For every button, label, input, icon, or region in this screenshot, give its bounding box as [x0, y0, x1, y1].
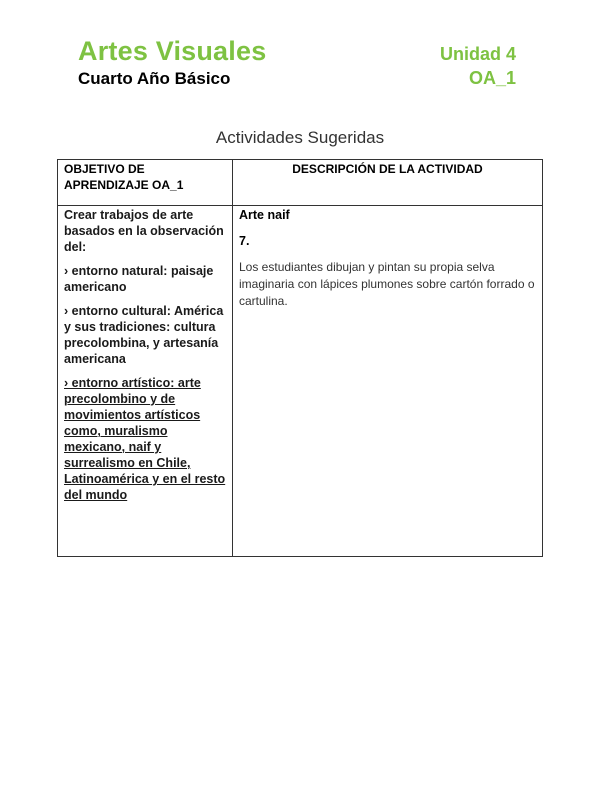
- document-header: [78, 36, 516, 89]
- objective-item-natural: › entorno natural: paisaje americano: [64, 264, 214, 294]
- section-title: Actividades Sugeridas: [215, 128, 385, 147]
- activities-table: [57, 159, 543, 557]
- objective-item-artistic: › entorno artístico: arte precolombino y de movimientos artísticos como, muralismo mexicano, naif y surrealismo en Chile, Latinoamérica y en el resto del mundo: [64, 376, 226, 502]
- table-row: [58, 206, 543, 557]
- activity-number: 7.: [239, 234, 250, 248]
- objective-cell: [58, 206, 233, 557]
- description-column-header: DESCRIPCIÓN DE LA ACTIVIDAD: [292, 162, 483, 176]
- oa-label: OA_1: [468, 68, 516, 88]
- objective-header-cell: [58, 160, 233, 206]
- activity-description: Los estudiantes dibujan y pintan su propia selva imaginaria con lápices plumones sobre cartón forrado o cartulina.: [239, 260, 535, 308]
- unit-label: Unidad 4: [439, 44, 516, 64]
- subject-title: Artes Visuales: [78, 36, 267, 66]
- table-header-row: [58, 160, 543, 206]
- objective-item-cultural: › entorno cultural: América y sus tradiciones: cultura precolombina, y artesanía americana: [64, 304, 224, 366]
- activity-title: Arte naif: [239, 208, 290, 222]
- activity-cell: [233, 206, 543, 557]
- objective-intro: Crear trabajos de arte basados en la observación del:: [64, 208, 224, 254]
- objective-column-header: OBJETIVO DE APRENDIZAJE OA_1: [64, 162, 184, 192]
- course-label: Cuarto Año Básico: [78, 69, 231, 88]
- description-header-cell: [233, 160, 543, 206]
